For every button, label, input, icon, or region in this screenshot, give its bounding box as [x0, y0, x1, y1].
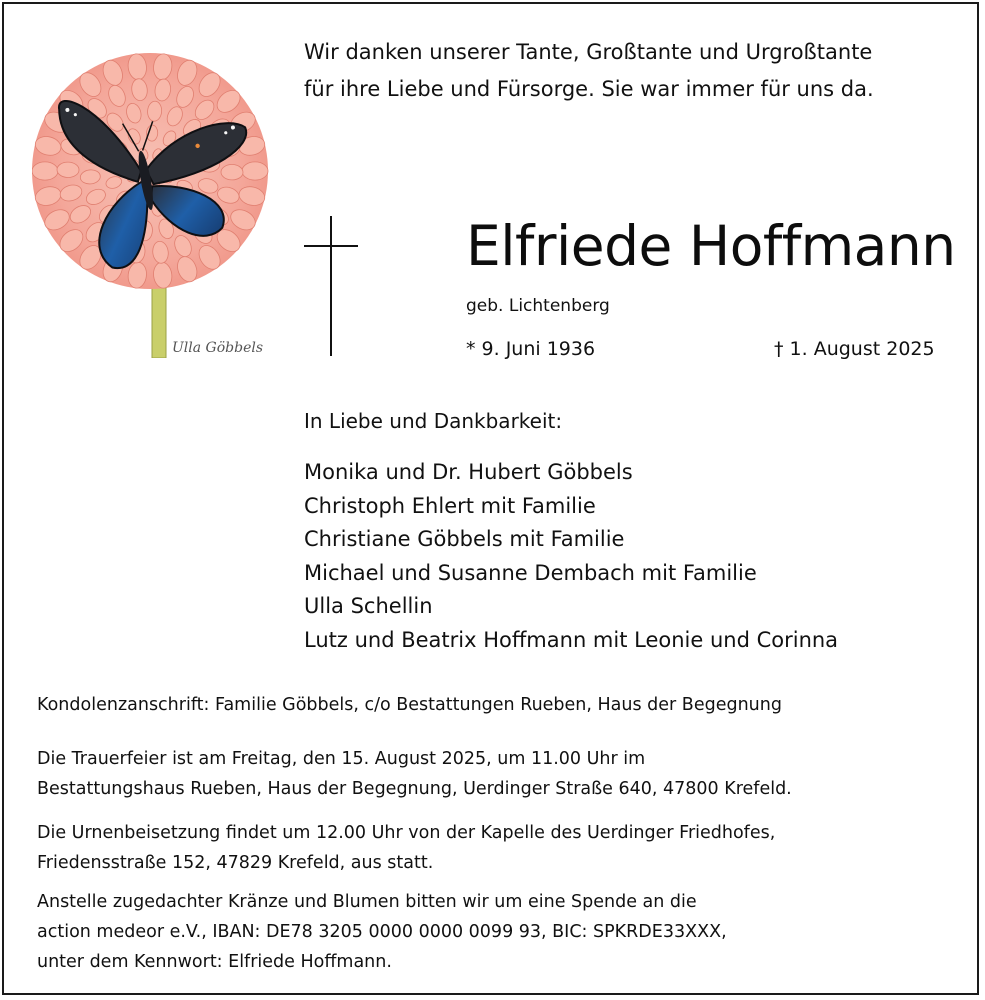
- dahlia-petal: [57, 162, 79, 178]
- dahlia-petal: [242, 162, 268, 180]
- dahlia-butterfly-illustration: [32, 36, 302, 358]
- artist-signature: Ulla Göbbels: [172, 340, 264, 356]
- condolence-address: Kondolenzanschrift: Familie Göbbels, c/o Bestattungen Rueben, Haus der Begegnung: [37, 695, 782, 715]
- urn-line: Die Urnenbeisetzung findet um 12.00 Uhr von der Kapelle des Uerdinger Friedhofes,: [37, 823, 776, 843]
- urn-line: Friedensstraße 152, 47829 Krefeld, aus statt.: [37, 853, 434, 873]
- cross-icon: [304, 216, 358, 356]
- service-line: Die Trauerfeier ist am Freitag, den 15. August 2025, um 11.00 Uhr im: [37, 749, 646, 769]
- dahlia-petal: [221, 164, 243, 180]
- death-date: † 1. August 2025: [774, 338, 935, 360]
- service-line: Bestattungshaus Rueben, Haus der Begegnung, Uerdinger Straße 640, 47800 Krefeld.: [37, 779, 792, 799]
- intro-line: für ihre Liebe und Fürsorge. Sie war immer für uns da.: [304, 77, 874, 101]
- mourner-name: Christoph Ehlert mit Familie: [304, 493, 596, 518]
- mourners-heading: In Liebe und Dankbarkeit:: [304, 409, 563, 433]
- mourner-name: Christiane Göbbels mit Familie: [304, 527, 625, 552]
- donation-info: [37, 887, 727, 977]
- intro-text: [304, 34, 874, 108]
- donation-line: Anstelle zugedachter Kränze und Blumen bitten wir um eine Spende an die: [37, 892, 697, 912]
- funeral-service-info: [37, 744, 792, 804]
- mourner-name: Monika und Dr. Hubert Göbbels: [304, 460, 633, 484]
- mourner-name: Ulla Schellin: [304, 594, 433, 619]
- mourner-name: Michael und Susanne Dembach mit Familie: [304, 560, 757, 585]
- intro-line: Wir danken unserer Tante, Großtante und Urgroßtante: [304, 40, 873, 64]
- dahlia-petal: [32, 162, 58, 180]
- mourner-name: Lutz und Beatrix Hoffmann mit Leonie und Corinna: [304, 627, 839, 652]
- birth-name: geb. Lichtenberg: [466, 296, 610, 316]
- donation-line: action medeor e.V., IBAN: DE78 3205 0000 0000 0099 93, BIC: SPKRDE33XXX,: [37, 922, 727, 942]
- deceased-name: Elfriede Hoffmann: [466, 214, 956, 278]
- urn-burial-info: [37, 818, 775, 878]
- birth-date: * 9. Juni 1936: [466, 338, 596, 360]
- donation-line: unter dem Kennwort: Elfriede Hoffmann.: [37, 952, 392, 972]
- obituary-notice: [2, 2, 979, 995]
- mourners-list: [304, 456, 838, 658]
